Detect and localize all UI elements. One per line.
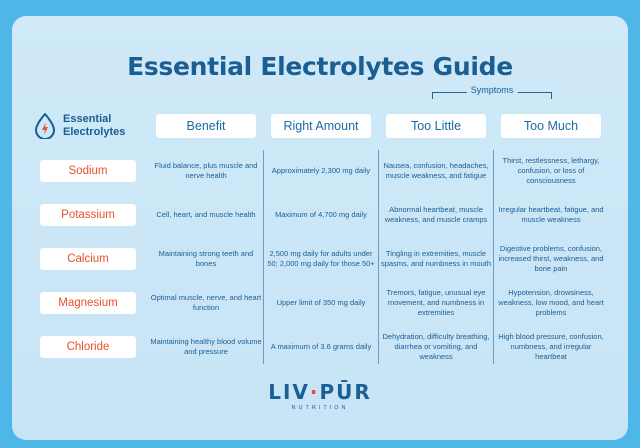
table-cell: Hypotension, drowsiness, weakness, low mood, and heart problems xyxy=(498,288,604,317)
row-label-calcium: Calcium xyxy=(40,248,136,270)
table-cell: Digestive problems, confusion, increased thirst, weakness, and bone pain xyxy=(498,244,604,273)
table-cell: Tingling in extremities, muscle spasms, and numbness in mouth xyxy=(380,249,492,268)
table-cell: Maintaining strong teeth and bones xyxy=(158,249,254,268)
row-label-sodium: Sodium xyxy=(40,160,136,182)
column-header-right-amount: Right Amount xyxy=(271,114,371,138)
table-cell: Upper limit of 350 mg daily xyxy=(276,298,366,307)
column-header-too-little: Too Little xyxy=(386,114,486,138)
table-cell: Maintaining healthy blood volume and pressure xyxy=(150,337,262,356)
table-cell: 2,500 mg daily for adults under 50; 2,000 mg daily for those 50+ xyxy=(267,249,375,268)
brand-wordmark-part1: LIV xyxy=(268,380,310,404)
symptoms-bracket xyxy=(432,85,552,103)
table-cell: A maximum of 3.6 grams daily xyxy=(270,342,372,351)
electrolytes-header-badge xyxy=(34,110,152,142)
brand-wordmark-dot: · xyxy=(309,380,320,404)
table-cell: Thirst, restlessness, lethargy, confusion, or loss of consciousness xyxy=(502,156,600,185)
table-cell: Cell, heart, and muscle health xyxy=(156,210,256,219)
symptoms-label: Symptoms xyxy=(467,85,518,95)
table-cell: Approximately 2,300 mg daily xyxy=(271,166,371,175)
column-header-too-much: Too Much xyxy=(501,114,601,138)
page-title: Essential Electrolytes Guide xyxy=(127,52,513,81)
table-cell: Maximum of 4,700 mg daily xyxy=(275,210,367,219)
electrolyte-drop-icon xyxy=(34,113,56,139)
column-header-benefit: Benefit xyxy=(156,114,256,138)
table-cell: Optimal muscle, nerve, and heart function xyxy=(150,293,262,312)
table-cell: Nausea, confusion, headaches, muscle weakness, and fatigue xyxy=(383,161,489,180)
table-cell: Abnormal heartbeat, muscle weakness, and muscle cramps xyxy=(384,205,488,224)
table-cell: High blood pressure, confusion, numbness, and irregular heartbeat xyxy=(498,332,604,361)
brand-wordmark-part2: PŪR xyxy=(319,380,372,404)
brand-wordmark xyxy=(0,380,640,404)
row-label-chloride: Chloride xyxy=(40,336,136,358)
row-label-potassium: Potassium xyxy=(40,204,136,226)
brand-logo xyxy=(0,380,640,411)
table-cell: Irregular heartbeat, fatigue, and muscle weakness xyxy=(498,205,604,224)
header-badge-line2: Electrolytes xyxy=(63,126,126,138)
table-cell: Dehydration, difficulty breathing, diarrhea or vomiting, and weakness xyxy=(382,332,490,361)
table-cell: Fluid balance, plus muscle and nerve health xyxy=(154,161,258,180)
header-badge-line1: Essential xyxy=(63,113,112,125)
table-cell: Tremors, fatigue, unusual eye movement, and numbness in extremities xyxy=(386,288,486,317)
brand-subtitle: NUTRITION xyxy=(291,405,349,411)
row-label-magnesium: Magnesium xyxy=(40,292,136,314)
